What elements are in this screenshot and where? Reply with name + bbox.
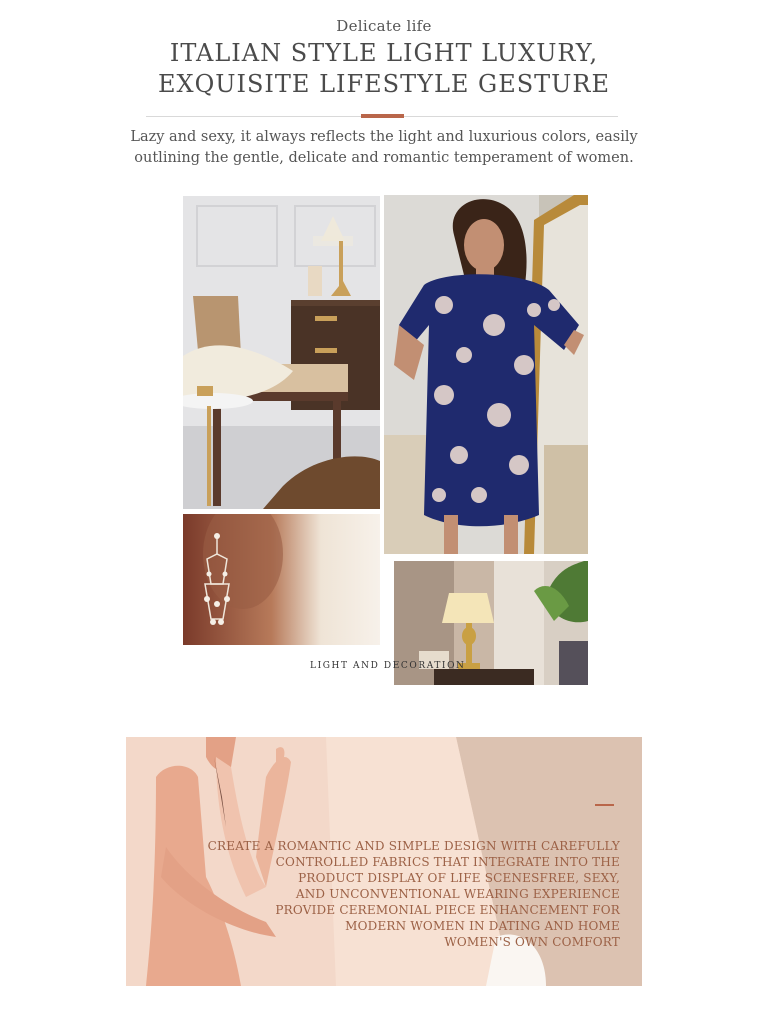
headline: [0, 38, 768, 100]
living-room-photo: [183, 196, 380, 509]
banner-text: [200, 838, 620, 950]
headline-line-1: ITALIAN STYLE LIGHT LUXURY,: [169, 39, 599, 67]
banner-accent-dash: [595, 804, 614, 806]
banner-line: MODERN WOMEN IN DATING AND HOME: [345, 919, 620, 933]
banner-line: AND UNCONVENTIONAL WEARING EXPERIENCE: [295, 887, 620, 901]
banner-line: CONTROLLED FABRICS THAT INTEGRATE INTO THE: [275, 855, 620, 869]
divider-accent: [361, 114, 404, 118]
model-dress-photo: [384, 195, 588, 554]
headline-line-2: EXQUISITE LIFESTYLE GESTURE: [158, 70, 610, 98]
banner: [126, 737, 642, 986]
intro-line-2: outlining the gentle, delicate and romantic temperament of women.: [134, 150, 634, 166]
gallery-caption: LIGHT AND DECORATION: [310, 661, 466, 671]
intro-text: [0, 127, 768, 169]
earring-photo: [183, 514, 380, 645]
banner-line: WOMEN'S OWN COMFORT: [444, 935, 620, 949]
intro-line-1: Lazy and sexy, it always reflects the light and luxurious colors, easily: [130, 129, 638, 145]
banner-line: PRODUCT DISPLAY OF LIFE SCENESFREE, SEXY,: [298, 871, 620, 885]
banner-line: PROVIDE CEREMONIAL PIECE ENHANCEMENT FOR: [275, 903, 620, 917]
banner-line: CREATE A ROMANTIC AND SIMPLE DESIGN WITH CAREFULLY: [207, 839, 620, 853]
kicker-text: Delicate life: [336, 17, 432, 35]
